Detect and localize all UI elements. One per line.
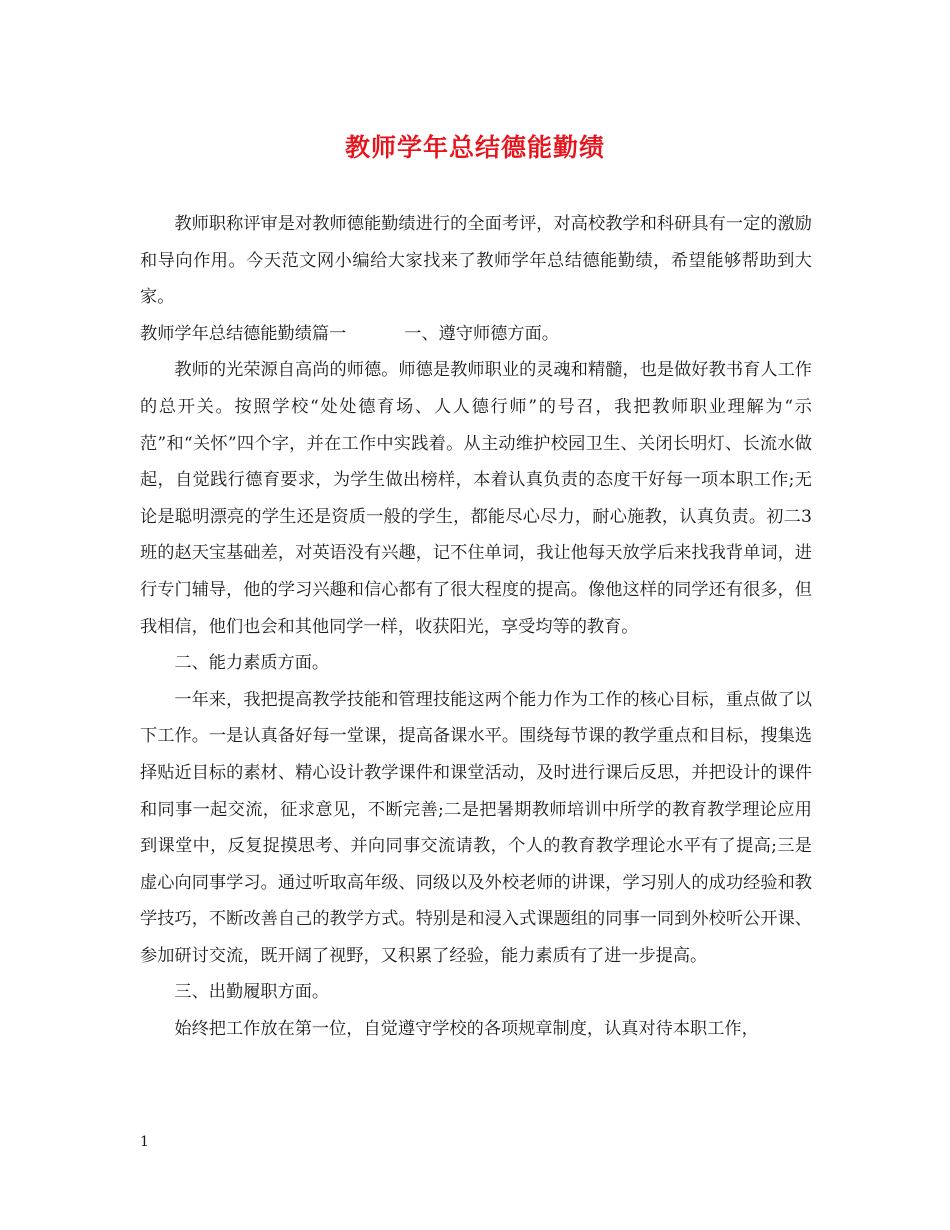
section3-heading: 三、出勤履职方面。 (174, 982, 330, 1003)
page-number: 1 (140, 1134, 149, 1150)
section1-paragraph: 教师的光荣源自高尚的师德。师德是教师职业的灵魂和精髓，也是做好教书育人工作的总开关。按照学校“处处德育场、人人德行师”的号召，我把教师职业理解为“示范”和“关怀”四个字，并在工作中实践着。从主动维护校园卫生、关闭长明灯、长流水做起，自觉践行德育要求，为学生做出榜样，本着认真负责的态度干好每一项本职工作;无论是聪明漂亮的学生还是资质一般的学生，都能尽心尽力，耐心施教，认真负责。初二3班的赵天宝基础差，对英语没有兴趣，记不住单词，我让他每天放学后来找我背单词，进行专门辅导，他的学习兴趣和信心都有了很大程度的提高。像他这样的同学还有很多，但我相信，他们也会和其他同学一样，收获阳光，享受均等的教育。 (140, 360, 812, 637)
intro-paragraph: 教师职称评审是对教师德能勤绩进行的全面考评，对高校教学和科研具有一定的激励和导向作用。今天范文网小编给大家找来了教师学年总结德能勤绩，希望能够帮助到大家。 (140, 214, 812, 308)
document-body (140, 206, 812, 1048)
section2-paragraph: 一年来，我把提高教学技能和管理技能这两个能力作为工作的核心目标，重点做了以下工作。一是认真备好每一堂课，提高备课水平。围绕每节课的教学重点和目标，搜集选择贴近目标的素材、精心设计教学课件和课堂活动，及时进行课后反思，并把设计的课件和同事一起交流，征求意见，不断完善;二是把暑期教师培训中所学的教育教学理论应用到课堂中，反复捉摸思考、并向同事交流请教，个人的教育教学理论水平有了提高;三是虚心向同事学习。通过听取高年级、同级以及外校老师的讲课，学习别人的成功经验和教学技巧，不断改善自己的教学方式。特别是和浸入式课题组的同事一同到外校听公开课、参加研讨交流，既开阔了视野，又积累了经验，能力素质有了进一步提高。 (140, 689, 812, 966)
section1-heading: 一、遵守师德方面。 (404, 323, 559, 344)
document-title: 教师学年总结德能勤绩 (344, 133, 605, 162)
section-heading-line (140, 316, 812, 353)
section3-paragraph: 始终把工作放在第一位，自觉遵守学校的各项规章制度，认真对待本职工作， (174, 1019, 759, 1040)
section-label: 教师学年总结德能勤绩篇一 (140, 323, 347, 344)
section2-heading: 二、能力素质方面。 (174, 653, 330, 674)
